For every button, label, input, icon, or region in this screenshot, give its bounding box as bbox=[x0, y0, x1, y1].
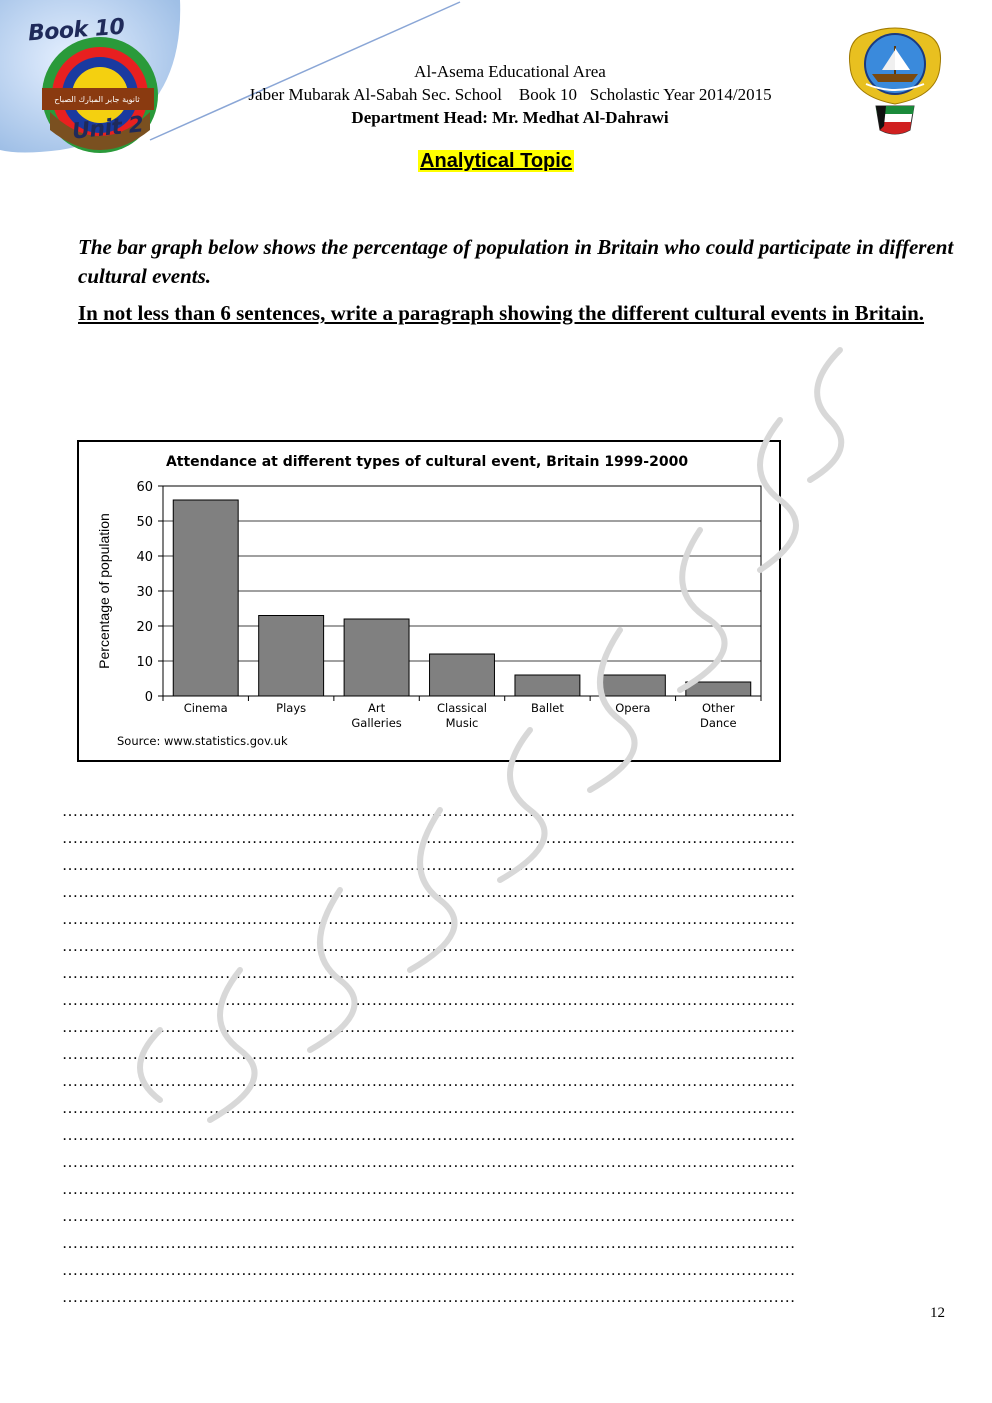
bar bbox=[600, 675, 665, 696]
topic-title bbox=[0, 150, 992, 173]
topic-title-text: Analytical Topic bbox=[420, 150, 572, 172]
y-tick-label: 20 bbox=[136, 620, 153, 635]
chart-source: Source: www.statistics.gov.uk bbox=[117, 734, 288, 748]
y-tick-label: 10 bbox=[136, 655, 153, 670]
bar bbox=[344, 619, 409, 696]
answer-line[interactable]: ……………………………………………………………………………………………………………………… bbox=[62, 1073, 796, 1090]
intro-text: The bar graph below shows the percentage of population in Britain who could participate in different cultural events. bbox=[78, 235, 954, 288]
header-school: Jaber Mubarak Al-Sabah Sec. School Book 10 Scholastic Year 2014/2015 bbox=[248, 85, 772, 104]
bar-chart-svg bbox=[79, 442, 779, 760]
x-tick-label: Dance bbox=[699, 716, 737, 730]
answer-line[interactable]: ……………………………………………………………………………………………………………………… bbox=[62, 992, 796, 1009]
bar bbox=[430, 654, 495, 696]
y-axis-label: Percentage of population bbox=[96, 513, 112, 669]
answer-line[interactable]: ……………………………………………………………………………………………………………………… bbox=[62, 1289, 796, 1306]
x-tick-label: Classical bbox=[436, 701, 488, 715]
book-label: Book 10 bbox=[27, 14, 126, 47]
x-tick-label: Other bbox=[701, 701, 735, 715]
page-number: 12 bbox=[930, 1305, 945, 1321]
y-tick-label: 30 bbox=[136, 585, 153, 600]
x-tick-label: Opera bbox=[615, 701, 651, 715]
unit-label: Unit 2 bbox=[70, 112, 145, 145]
answer-line[interactable]: ……………………………………………………………………………………………………………………… bbox=[62, 1154, 796, 1171]
bar bbox=[686, 682, 751, 696]
answer-line[interactable]: ……………………………………………………………………………………………………………………… bbox=[62, 803, 796, 820]
y-tick-label: 40 bbox=[136, 550, 153, 565]
x-tick-label: Cinema bbox=[183, 701, 228, 715]
answer-line[interactable]: ……………………………………………………………………………………………………………………… bbox=[62, 965, 796, 982]
y-tick-label: 60 bbox=[136, 480, 153, 495]
answer-line[interactable]: ……………………………………………………………………………………………………………………… bbox=[62, 1100, 796, 1117]
kuwait-emblem bbox=[842, 26, 948, 138]
x-tick-label: Ballet bbox=[530, 701, 564, 715]
answer-line[interactable]: ……………………………………………………………………………………………………………………… bbox=[62, 857, 796, 874]
x-tick-label: Art bbox=[368, 701, 386, 715]
school-arabic-label: ثانوية جابر المبارك الصباح bbox=[54, 95, 140, 104]
y-tick-label: 50 bbox=[136, 515, 153, 530]
bar bbox=[515, 675, 580, 696]
emblem-icon bbox=[842, 26, 948, 138]
answer-line[interactable]: ……………………………………………………………………………………………………………………… bbox=[62, 911, 796, 928]
bar bbox=[259, 616, 324, 697]
answer-line[interactable]: ……………………………………………………………………………………………………………………… bbox=[62, 1019, 796, 1036]
x-tick-label: Music bbox=[445, 716, 479, 730]
bar-chart bbox=[77, 440, 781, 762]
answer-line[interactable]: ……………………………………………………………………………………………………………………… bbox=[62, 1181, 796, 1198]
header-department: Department Head: Mr. Medhat Al-Dahrawi bbox=[351, 108, 669, 127]
answer-line[interactable]: ……………………………………………………………………………………………………………………… bbox=[62, 938, 796, 955]
header-area: Al-Asema Educational Area bbox=[414, 62, 606, 81]
answer-line[interactable]: ……………………………………………………………………………………………………………………… bbox=[62, 1208, 796, 1225]
answer-line[interactable]: ……………………………………………………………………………………………………………………… bbox=[62, 884, 796, 901]
answer-line[interactable]: ……………………………………………………………………………………………………………………… bbox=[62, 1235, 796, 1252]
x-tick-label: Plays bbox=[276, 701, 307, 715]
task-instruction: In not less than 6 sentences, write a paragraph showing the different cultural events in Britain. bbox=[78, 301, 925, 325]
bar bbox=[173, 500, 238, 696]
answer-line[interactable]: ……………………………………………………………………………………………………………………… bbox=[62, 1262, 796, 1279]
x-tick-label: Galleries bbox=[351, 716, 402, 730]
page-header bbox=[180, 60, 840, 129]
answer-line[interactable]: ……………………………………………………………………………………………………………………… bbox=[62, 830, 796, 847]
y-tick-label: 0 bbox=[144, 690, 153, 705]
chart-title: Attendance at different types of cultural event, Britain 1999-2000 bbox=[165, 454, 689, 470]
answer-line[interactable]: ……………………………………………………………………………………………………………………… bbox=[62, 1046, 796, 1063]
answer-line[interactable]: ……………………………………………………………………………………………………………………… bbox=[62, 1127, 796, 1144]
answer-lines[interactable] bbox=[62, 800, 948, 1313]
